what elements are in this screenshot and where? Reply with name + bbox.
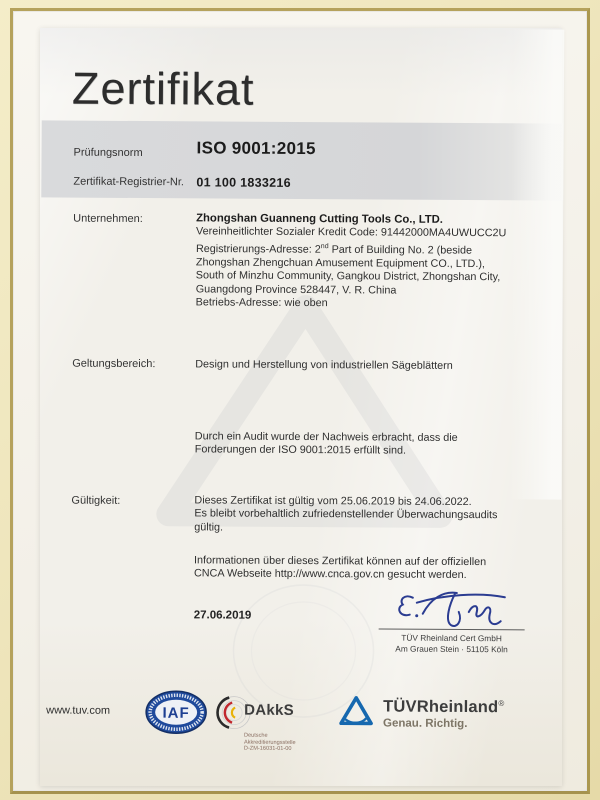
company-reg-address: Registrierungs-Adresse: 2nd Part of Building No. 2 (beside: [195, 242, 473, 257]
dakks-logo: [214, 695, 296, 752]
signature-icon: [393, 587, 519, 634]
registered-trademark-symbol: ®: [498, 698, 505, 708]
audit-statement: Durch ein Audit wurde der Nachweis erbracht, dass die Forderungen der ISO 9001:2015 erfüllt sind.: [194, 430, 458, 458]
signer-address: Am Grauen Stein · 51105 Köln: [395, 643, 508, 655]
svg-text:IAF: IAF: [162, 704, 190, 722]
dakks-subline: Akkreditierungsstelle: [243, 739, 296, 746]
geltungsbereich-label: Geltungsbereich:: [72, 357, 156, 371]
company-betriebs-address: Betriebs-Adresse: wie oben: [195, 296, 328, 310]
dakks-accreditation-number: D-ZM-16031-01-00: [243, 745, 292, 753]
company-address-line: South of Minzhu Community, Gangkou District, Zhongshan City,: [195, 269, 501, 284]
issue-date: 27.06.2019: [193, 609, 252, 622]
pruefungsnorm-label: Prüfungsnorm: [73, 146, 143, 160]
scope-value: Design und Herstellung von industriellen Sägeblättern: [195, 358, 453, 372]
dakks-subline: Deutsche: [243, 732, 268, 739]
registrier-nr-value: 01 100 1833216: [196, 175, 291, 190]
company-address-line: Guangdong Province 528447, V. R. China: [195, 282, 397, 297]
standard-value: ISO 9001:2015: [196, 138, 316, 159]
tuv-tagline: Genau. Richtig.: [383, 717, 468, 731]
iaf-logo: [144, 689, 208, 740]
gueltigkeit-label: Gültigkeit:: [71, 494, 121, 507]
tuv-brand-text: TÜVRheinland: [383, 697, 499, 717]
company-address-line: Zhongshan Zhengchuan Amusement Equipment CO., LTD.),: [195, 256, 485, 270]
signature-block: [378, 586, 524, 655]
tuv-website: www.tuv.com: [46, 704, 111, 717]
header-band: [41, 120, 563, 200]
certificate-paper: [40, 28, 562, 786]
signer-organization: TÜV Rheinland Cert GmbH: [401, 632, 502, 644]
tuv-triangle-icon: [338, 694, 374, 728]
certificate-title: Zertifikat: [71, 62, 255, 115]
validity-statement: Dieses Zertifikat ist gültig vom 25.06.2019 bis 24.06.2022. Es bleibt vorbehaltlich zufriedenstellender Überwachungsaudits gültig.: [194, 494, 498, 534]
dakks-wordmark: DAkkS: [244, 701, 295, 719]
company-name: Zhongshan Guanneng Cutting Tools Co., LTD.: [196, 212, 444, 226]
registrier-nr-label: Zertifikat-Registrier-Nr.: [73, 175, 185, 189]
cnca-info: Informationen über dieses Zertifikat können auf der offiziellen CNCA Webseite http://www.cnca.gov.cn gesucht werden.: [193, 554, 487, 582]
company-block: [196, 212, 527, 311]
unternehmen-label: Unternehmen:: [73, 212, 143, 226]
tuv-rheinland-logo: [338, 694, 504, 730]
company-credit-code: Vereinheitlichter Sozialer Kredit Code: 91442000MA4UWUCC2U: [196, 225, 507, 240]
